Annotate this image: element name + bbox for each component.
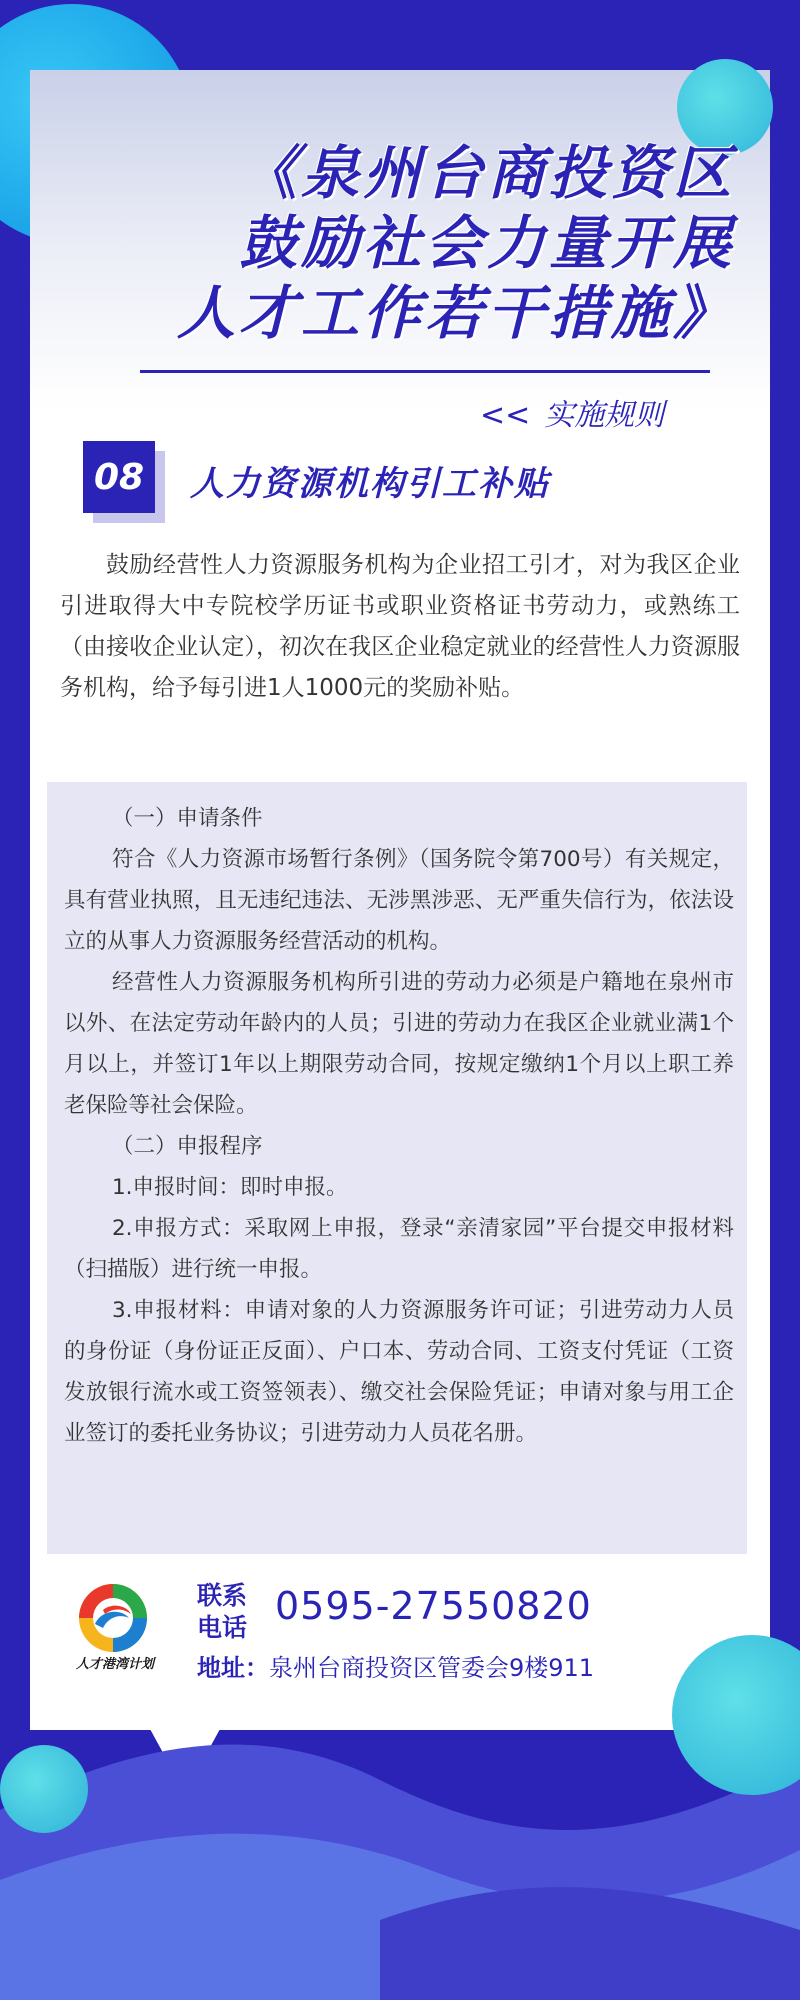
logo-caption: 人才港湾计划	[75, 1657, 154, 1672]
procedure-item: 2.申报方式：采取网上申报，登录“亲清家园”平台提交申报材料（扫描版）进行统一申报。	[64, 1216, 734, 1282]
section-number-badge: 08	[83, 441, 155, 513]
section-title: 人力资源机构引工补贴	[190, 464, 550, 504]
intro-paragraph: 鼓励经营性人力资源服务机构为企业招工引才，对为我区企业引进取得大中专院校学历证书或职业资格证书劳动力，或熟练工（由接收企业认定），初次在我区企业稳定就业的经营性人力资源服务机构，给予每引进1人1000元的奖励补贴。	[60, 552, 740, 701]
heading-application-procedure: （二）申报程序	[112, 1134, 263, 1159]
double-chevron-left-icon: <<	[480, 398, 531, 433]
address-text: 泉州台商投资区管委会9楼911	[269, 1654, 595, 1682]
phone-number[interactable]: 0595-27550820	[275, 1584, 592, 1628]
decorative-circle-bottom-left	[0, 1745, 88, 1833]
address	[197, 1648, 594, 1683]
address-label: 地址：	[197, 1654, 269, 1682]
phone-label-line-1: 联系	[197, 1581, 248, 1610]
subtitle-text: 实施规则	[544, 398, 665, 433]
title-line-3: 人才工作若干措施》	[176, 279, 735, 347]
contact-block	[65, 1570, 745, 1680]
phone-label	[197, 1580, 257, 1644]
heading-application-conditions: （一）申请条件	[112, 806, 263, 831]
title-line-1: 《泉州台商投资区	[238, 139, 735, 207]
condition-paragraph: 经营性人力资源服务机构所引进的劳动力必须是户籍地在泉州市以外、在法定劳动年龄内的人员；引进的劳动力在我区企业就业满1个月以上，并签订1年以上期限劳动合同，按规定缴纳1个月以上职工养老保险等社会保险。	[64, 970, 734, 1118]
details-text	[64, 798, 734, 1454]
poster-title	[95, 138, 735, 348]
condition-paragraph: 符合《人力资源市场暂行条例》（国务院令第700号）有关规定，具有营业执照，且无违纪违法、无涉黑涉恶、无严重失信行为，依法设立的从事人力资源服务经营活动的机构。	[64, 847, 734, 954]
procedure-item: 1.申报时间：即时申报。	[112, 1175, 348, 1200]
title-underline	[140, 370, 710, 373]
title-line-2: 鼓励社会力量开展	[238, 209, 735, 277]
procedure-item: 3.申报材料：申请对象的人力资源服务许可证；引进劳动力人员的身份证（身份证正反面）、户口本、劳动合同、工资支付凭证（工资发放银行流水或工资签领表）、缴交社会保险凭证；申请对象与用工企业签订的委托业务协议；引进劳动力人员花名册。	[64, 1298, 734, 1446]
details-panel	[47, 782, 747, 1554]
subtitle	[480, 390, 700, 434]
phone-label-line-2: 电话	[197, 1613, 248, 1642]
